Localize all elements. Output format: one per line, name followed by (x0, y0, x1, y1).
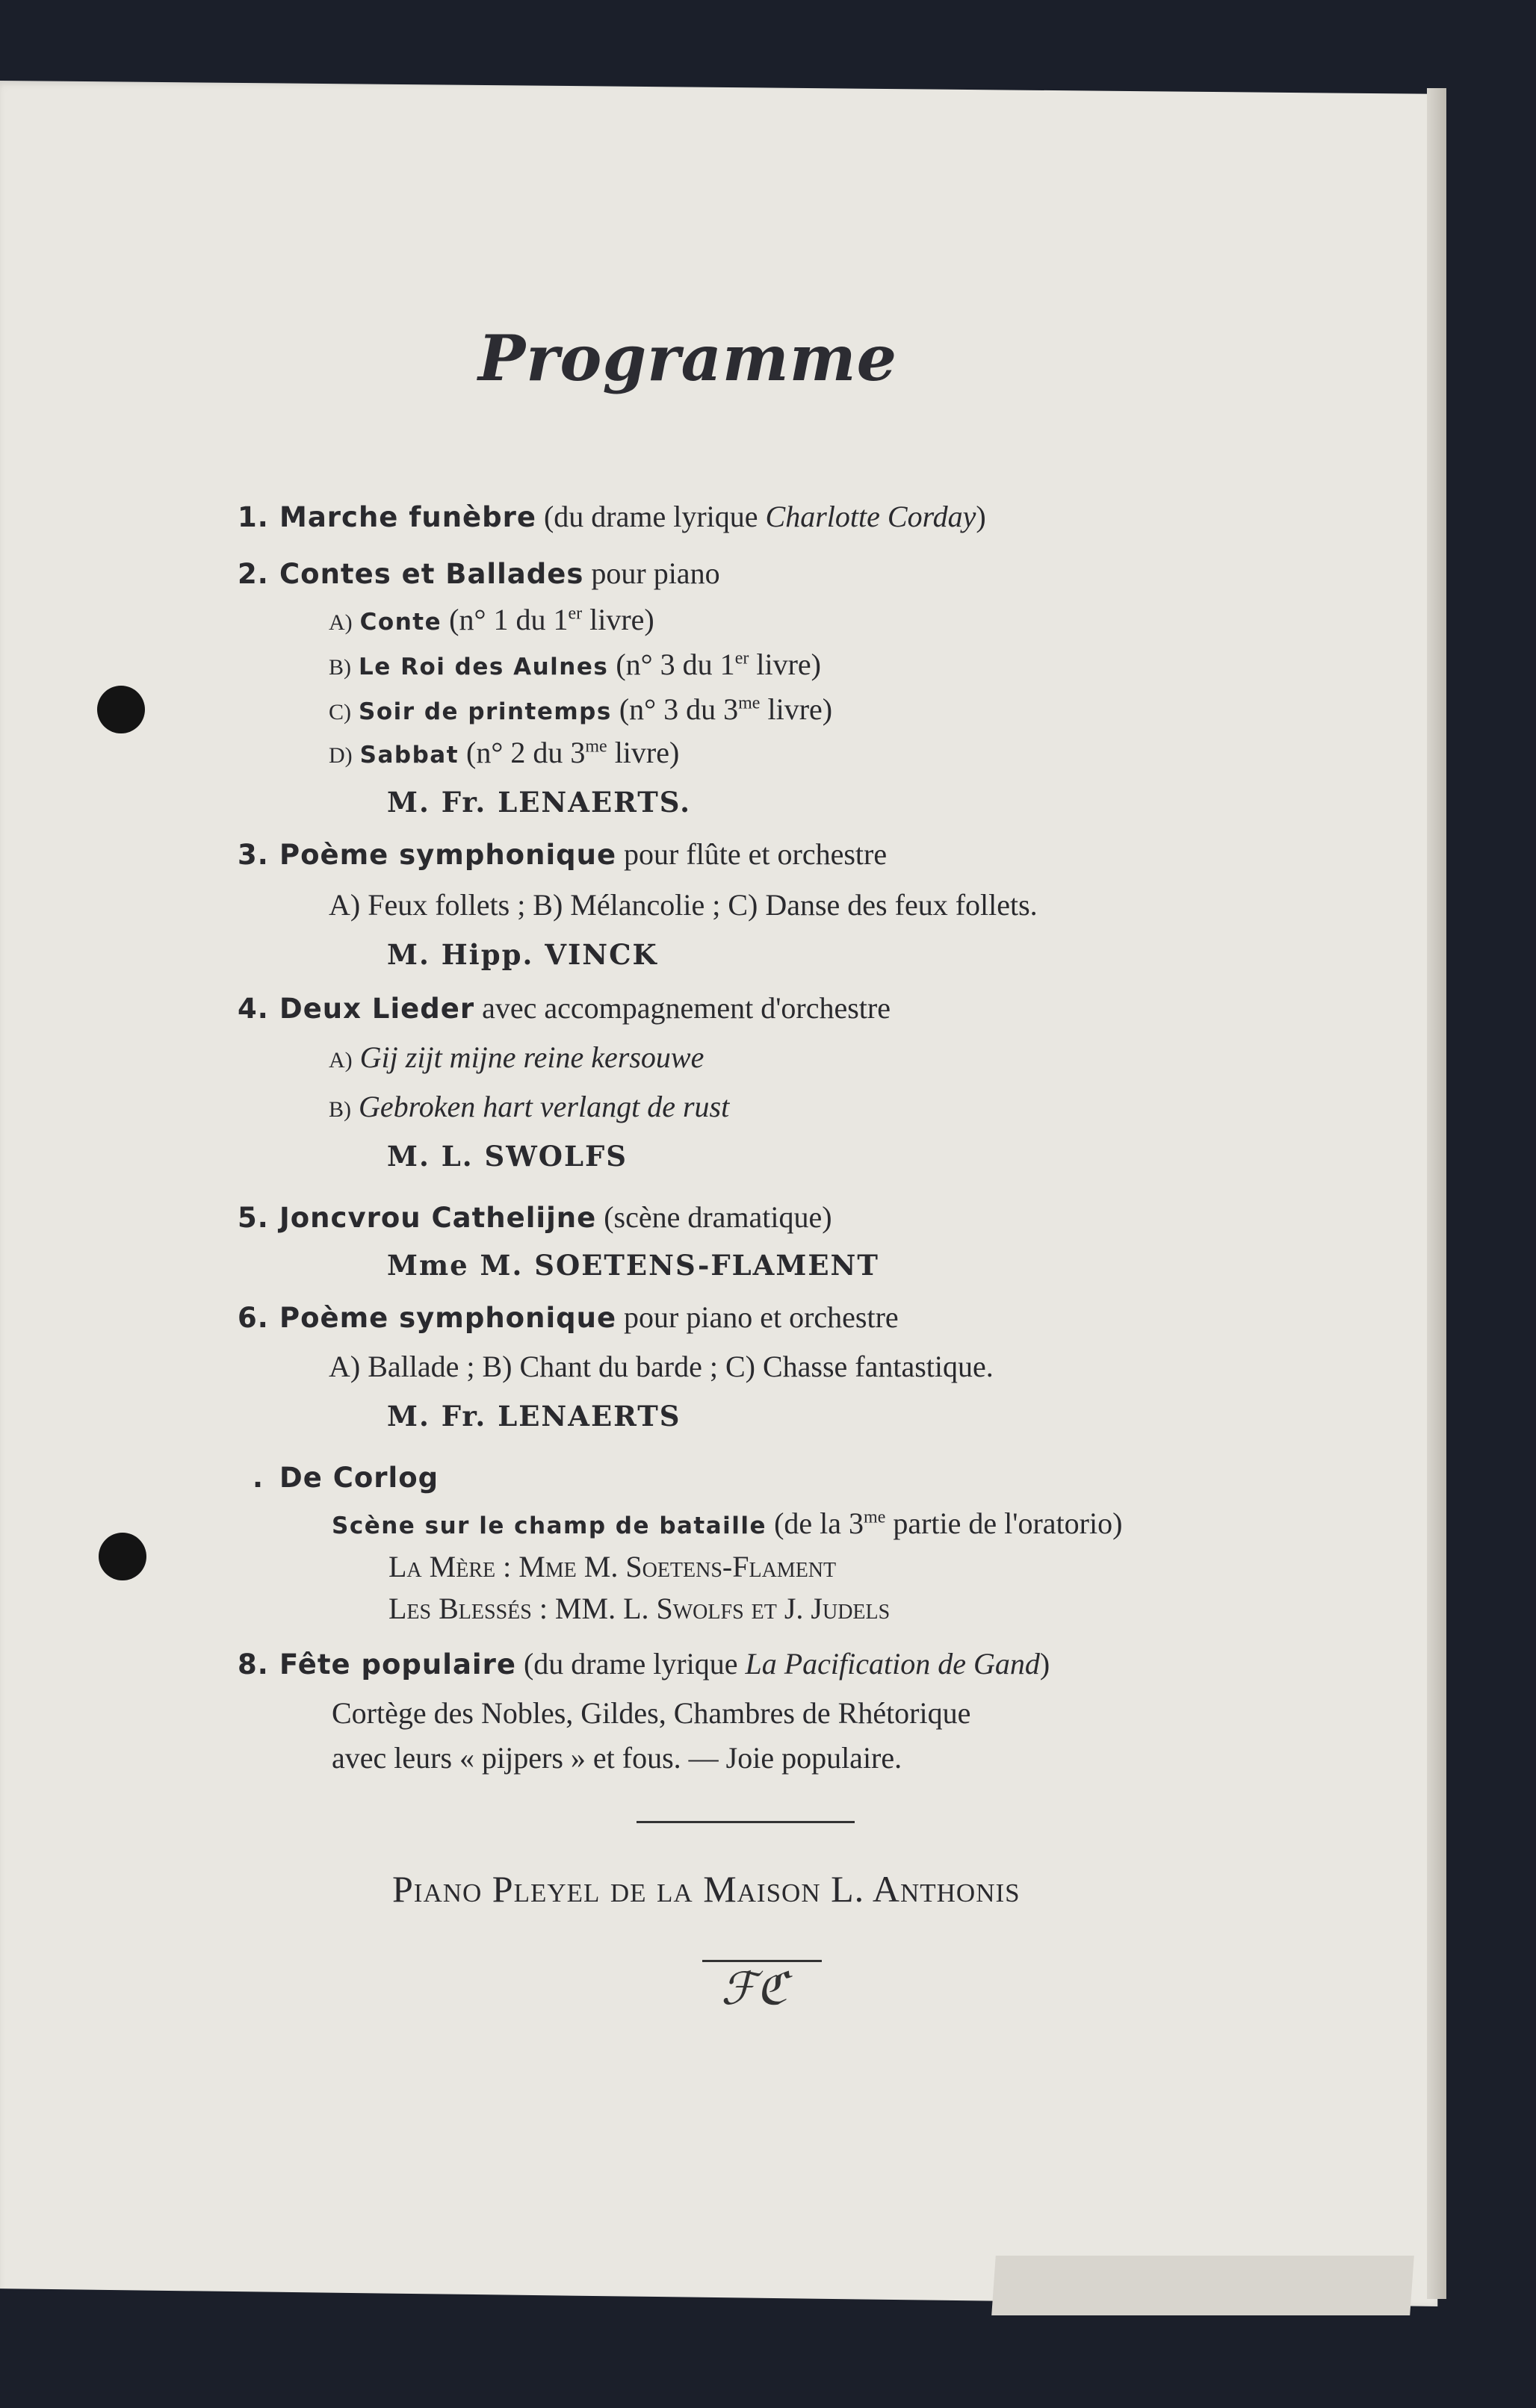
scene-text: (de la 3 (767, 1506, 864, 1540)
item-text: pour piano (583, 556, 720, 590)
item-6-parts: A) Ballade ; B) Chant du barde ; C) Chasse fantastique. (329, 1350, 994, 1383)
item-text: (du drame lyrique (515, 1647, 746, 1681)
sup: er (568, 603, 583, 624)
song-title: Gebroken hart verlangt de rust (359, 1090, 730, 1123)
role-blesses: Les Blessés : MM. L. Swolfs et J. Judels (388, 1592, 891, 1625)
sub-text: (n° 3 du 1 (608, 648, 735, 681)
sub-text: (n° 1 du 1 (442, 603, 569, 636)
sub-letter: A) (329, 610, 353, 635)
item-2-d (329, 738, 679, 768)
item-8-line2: Cortège des Nobles, Gildes, Chambres de Rhétorique (332, 1696, 971, 1730)
song-title: Gij zijt mijne reine kersouwe (359, 1040, 704, 1074)
item-1 (238, 502, 986, 532)
item-name: Fête populaire (279, 1648, 516, 1681)
ornament-monogram: ℱℭ (721, 1964, 788, 2014)
item-4 (238, 993, 891, 1023)
item-text: ) (976, 500, 986, 533)
item-3-parts: A) Feux follets ; B) Mélancolie ; C) Danse des feux follets. (329, 888, 1038, 922)
sub-text: livre) (760, 692, 833, 726)
item-2 (238, 556, 720, 590)
item-text: avec accompagnement d'orchestre (474, 991, 891, 1025)
page-title: Programme (478, 321, 898, 395)
sub-name: Soir de printemps (359, 698, 612, 725)
paper-edge (1427, 88, 1446, 2299)
sub-text: (n° 2 du 3 (459, 736, 586, 769)
item-text: pour flûte et orchestre (616, 837, 888, 871)
paper-tab (991, 2256, 1414, 2315)
item-text: (du drame lyrique (536, 500, 766, 533)
sup: me (864, 1507, 886, 1527)
item-5 (238, 1200, 832, 1234)
role-mere: La Mère : Mme M. Soetens-Flament (388, 1550, 837, 1583)
item-number: 1. (238, 501, 269, 533)
item-number: 8. (238, 1648, 269, 1681)
item-name: Deux Lieder (279, 993, 475, 1025)
divider (637, 1821, 855, 1823)
sub-text: (n° 3 du 3 (611, 692, 739, 726)
sub-letter: A) (329, 1048, 353, 1073)
item-4-b (329, 1092, 729, 1122)
sup: me (738, 693, 761, 713)
item-text: (scène dramatique) (596, 1200, 832, 1234)
work-title: La Pacification de Gand (745, 1647, 1040, 1681)
scene-name: Scène sur le champ de bataille (332, 1512, 767, 1539)
item-number: 6. (238, 1302, 269, 1334)
item-8 (238, 1649, 1050, 1679)
sub-name: Conte (359, 609, 442, 636)
item-name: Joncvrou Cathelijne (279, 1202, 597, 1234)
work-title: Charlotte Corday (765, 500, 976, 533)
scene-text: partie de l'oratorio) (885, 1506, 1123, 1540)
sub-name: Le Roi des Aulnes (359, 654, 609, 680)
item-name: Poème symphonique (279, 839, 617, 871)
performer: M. L. SWOLFS (387, 1140, 628, 1173)
sub-text: livre) (749, 648, 821, 681)
item-4-a (329, 1040, 704, 1074)
item-number: 4. (238, 993, 269, 1025)
sub-text: livre) (582, 603, 654, 636)
performer: M. Fr. LENAERTS (387, 1400, 681, 1433)
performer: M. Hipp. VINCK (387, 938, 658, 971)
ornament-rule (702, 1960, 822, 1962)
item-8-line3: avec leurs « pijpers » et fous. — Joie populaire. (332, 1741, 902, 1775)
sub-letter: B) (329, 655, 351, 680)
item-number: 5. (238, 1202, 269, 1234)
sub-letter: C) (329, 700, 351, 724)
sup: me (585, 736, 607, 757)
item-text: ) (1039, 1647, 1050, 1681)
item-2-a (329, 605, 654, 635)
item-2-c (329, 692, 833, 726)
item-6 (238, 1300, 899, 1334)
item-7-scene (332, 1506, 1123, 1540)
sub-letter: D) (329, 743, 353, 768)
item-number: 2. (238, 558, 269, 590)
performer: Mme M. SOETENS-FLAMENT (387, 1249, 879, 1282)
item-name: Marche funèbre (279, 501, 536, 533)
item-name: Poème symphonique (279, 1302, 617, 1334)
punch-hole-bottom (99, 1533, 146, 1580)
item-number: 3. (238, 839, 269, 871)
item-number: . (253, 1462, 264, 1494)
item-name: Contes et Ballades (279, 558, 584, 590)
item-2-b (329, 650, 821, 680)
footer-credit: Piano Pleyel de la Maison L. Anthonis (392, 1868, 1021, 1910)
item-name: De Corlog (279, 1462, 439, 1494)
item-7 (253, 1462, 439, 1492)
sup: er (734, 648, 749, 668)
item-3 (238, 837, 888, 871)
sub-name: Sabbat (359, 742, 459, 769)
performer: M. Fr. LENAERTS. (387, 786, 692, 819)
punch-hole-top (97, 686, 145, 733)
item-text: pour piano et orchestre (616, 1300, 899, 1334)
sub-letter: B) (329, 1097, 351, 1122)
sub-text: livre) (607, 736, 680, 769)
